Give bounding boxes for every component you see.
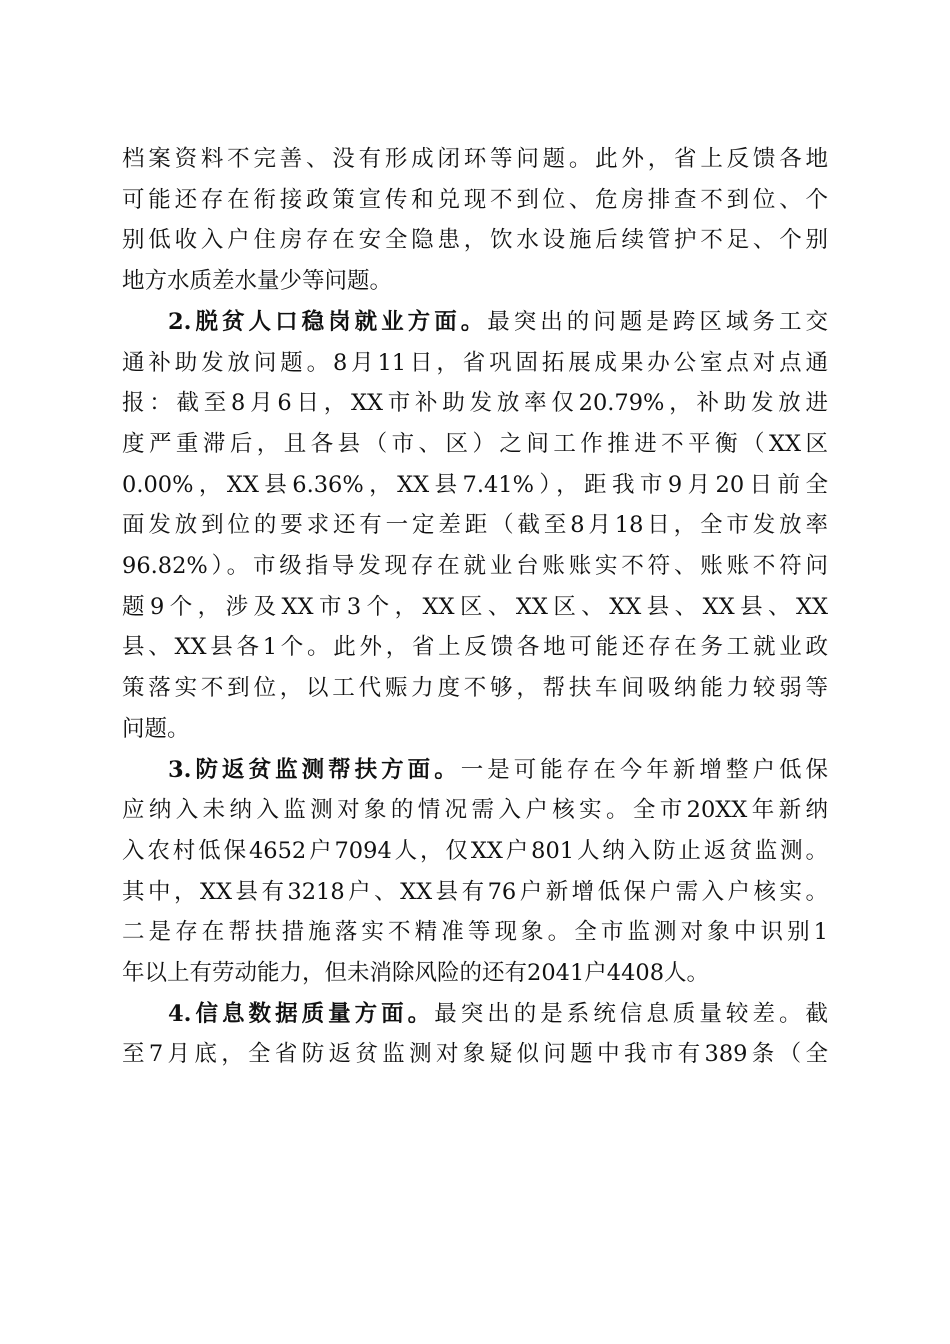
text-line (122, 994, 828, 1035)
document-page (122, 139, 828, 1075)
text-line: 二是存在帮扶措施落实不精准等现象。全市监测对象中识别1 (122, 919, 828, 946)
heading-rest-text: 最突出的问题是跨区域务工交 (487, 308, 828, 335)
text-line: 可能还存在衔接政策宣传和兑现不到位、危房排查不到位、个 (122, 186, 828, 213)
text-line: 年以上有劳动能力，但未消除风险的还有2041户4408人。 (122, 960, 710, 987)
text-line (122, 302, 828, 343)
section-heading: 2.脱贫人口稳岗就业方面。 (168, 308, 488, 335)
text-line: 至7月底，全省防返贫监测对象疑似问题中我市有389条（全 (122, 1041, 828, 1068)
text-line: 问题。 (122, 715, 190, 742)
text-line: 题9个，涉及XX市3个，XX区、XX区、XX县、XX县、XX (122, 593, 828, 620)
heading-rest-text: 一是可能存在今年新增整户低保 (460, 756, 828, 783)
paragraph-archive-issues (122, 139, 828, 302)
text-line: 96.82%）。市级指导发现存在就业台账账实不符、账账不符问 (122, 553, 828, 580)
heading-rest-text: 最突出的是系统信息质量较差。截 (434, 1000, 828, 1027)
paragraph-employment (122, 302, 828, 750)
text-line: 0.00%，XX县6.36%，XX县7.41%），距我市9月20日前全 (122, 471, 828, 498)
text-line: 入农村低保4652户7094人，仅XX户801人纳入防止返贫监测。 (122, 837, 828, 864)
text-line: 应纳入未纳入监测对象的情况需入户核实。全市20XX年新纳 (122, 797, 828, 824)
text-line: 通补助发放问题。8月11日，省巩固拓展成果办公室点对点通 (122, 349, 828, 376)
paragraph-monitoring (122, 750, 828, 994)
section-heading: 3.防返贫监测帮扶方面。 (168, 756, 461, 783)
text-line: 度严重滞后，且各县（市、区）之间工作推进不平衡（XX区 (122, 430, 828, 457)
text-line: 县、XX县各1个。此外，省上反馈各地可能还存在务工就业政 (122, 634, 828, 661)
section-heading: 4.信息数据质量方面。 (168, 1000, 435, 1027)
text-line: 档案资料不完善、没有形成闭环等问题。此外，省上反馈各地 (122, 146, 828, 172)
text-line: 别低收入户住房存在安全隐患，饮水设施后续管护不足、个别 (122, 227, 828, 254)
text-line: 其中，XX县有3218户、XX县有76户新增低保户需入户核实。 (122, 878, 828, 905)
text-line: 地方水质差水量少等问题。 (122, 268, 393, 295)
paragraph-data-quality (122, 994, 828, 1075)
text-line: 报：截至8月6日，XX市补助发放率仅20.79%，补助发放进 (122, 390, 828, 417)
text-line (122, 750, 828, 791)
text-line: 面发放到位的要求还有一定差距（截至8月18日，全市发放率 (122, 512, 828, 539)
text-line: 策落实不到位，以工代赈力度不够，帮扶车间吸纳能力较弱等 (122, 675, 828, 702)
